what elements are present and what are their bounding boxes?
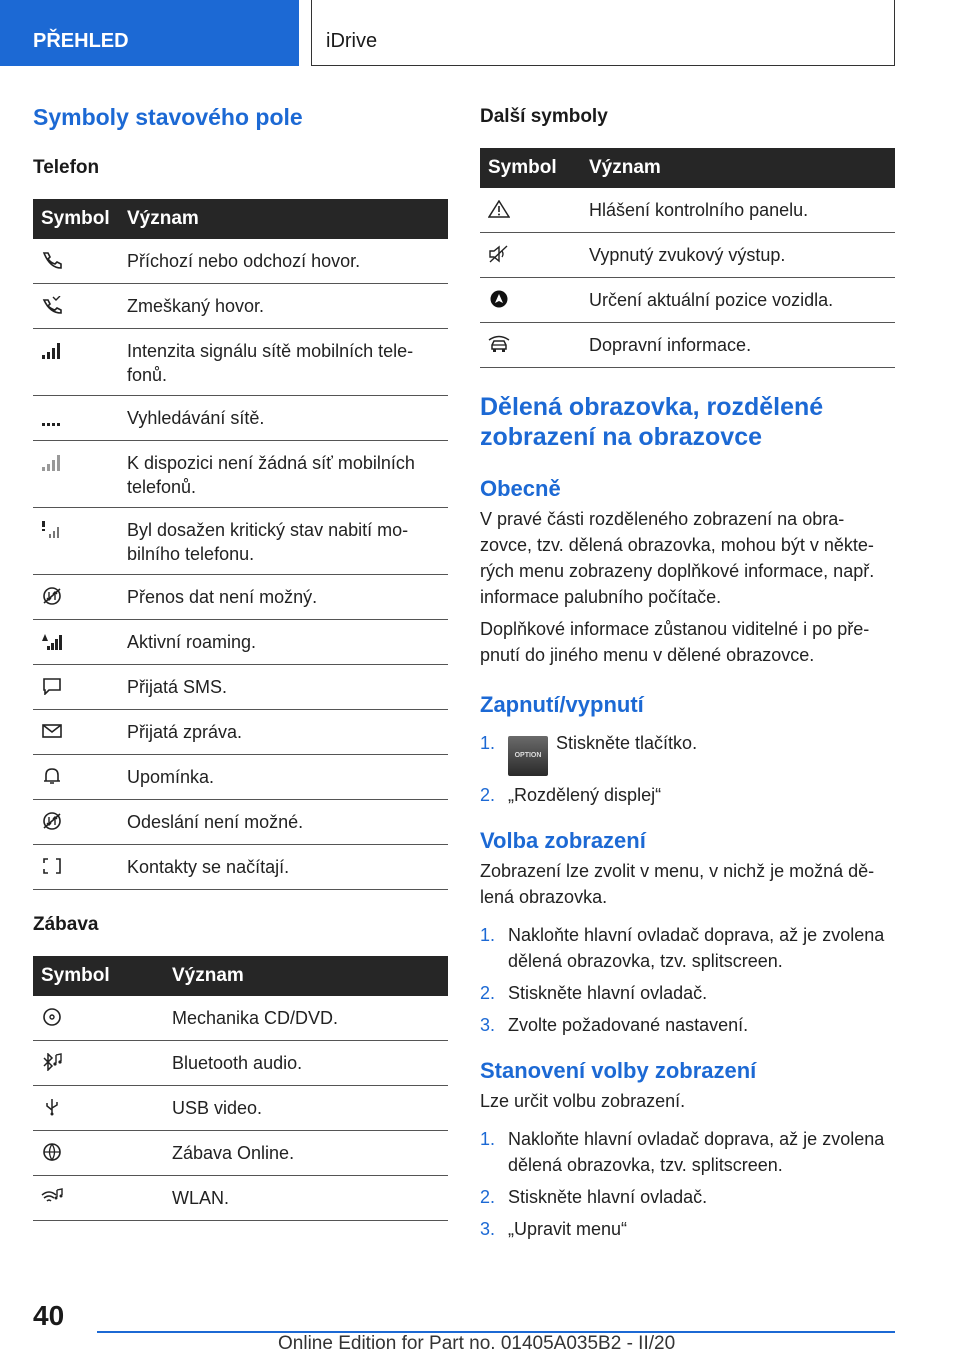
row-text: Kontakty se načítají. [127, 845, 448, 890]
col-meaning: Význam [589, 148, 895, 188]
roaming-icon [41, 632, 63, 650]
edition-note: Online Edition for Part no. 01405A035B2 - II/20 [278, 1333, 676, 1354]
wlan-icon [41, 1188, 63, 1206]
col-symbol: Symbol [33, 956, 172, 996]
step-text: Stiskněte tlačítko. [556, 733, 698, 753]
split-screen-title: Dělená obrazovka, rozdělené zobrazení na obrazovce [480, 393, 824, 451]
entertainment-symbol-table [33, 956, 448, 1221]
row-text: Vypnutý zvukový výstup. [589, 233, 895, 278]
position-icon [488, 290, 510, 308]
email-icon [41, 722, 63, 740]
network-search-icon [41, 408, 63, 426]
left-column [33, 100, 448, 1221]
step-text: Stiskněte hlavní ovladač. [508, 1187, 708, 1207]
section-title: Symboly stavového pole [33, 104, 303, 130]
table-row [33, 239, 448, 284]
table-row [480, 278, 895, 323]
traffic-info-icon [488, 335, 510, 353]
table-row [480, 233, 895, 278]
usb-icon [41, 1098, 63, 1116]
define-view-heading: Stanovení volby zobrazení [480, 1058, 757, 1083]
row-text: Byl dosažen kritický stav nabití mo-bilního telefonu. [127, 508, 448, 575]
row-text: Odeslání není možné. [127, 800, 448, 845]
row-text: Přijatá zpráva. [127, 710, 448, 755]
no-network-icon [41, 453, 63, 471]
step-text: „Upravit menu“ [508, 1219, 628, 1239]
table-row [33, 508, 448, 575]
list-item: 2. „Rozdělený displej“ [480, 785, 662, 805]
row-text: K dispozici není žádná síť mobilních telefonů. [127, 441, 448, 508]
list-item: 1. Nakloňte hlavní ovladač doprava, až je zvolena dělená obrazovka, tzv. splitscreen. [480, 925, 885, 971]
chapter-tab: iDrive [311, 0, 895, 66]
define-view-intro: Lze určit volbu zobrazení. [480, 1091, 686, 1111]
cd-dvd-icon [41, 1008, 63, 1026]
signal-strength-icon [41, 341, 63, 359]
row-text: Upomínka. [127, 755, 448, 800]
step-text: Nakloňte hlavní ovladač doprava, až je zvolena dělená obrazovka, tzv. splitscreen. [508, 1129, 885, 1175]
contacts-loading-icon [41, 857, 63, 875]
toggle-steps [480, 730, 895, 808]
right-column [480, 100, 895, 1248]
select-view-intro: Zobrazení lze zvolit v menu, v nichž je možná dě-lená obrazovka. [480, 861, 875, 907]
section-tab: PŘEHLED [0, 0, 299, 66]
other-symbol-table [480, 148, 895, 368]
list-item: 2. Stiskněte hlavní ovladač. [480, 983, 708, 1003]
table-row [33, 1131, 448, 1176]
select-view-steps [480, 922, 895, 1038]
reminder-bell-icon [41, 767, 63, 785]
phone-heading: Telefon [33, 157, 100, 178]
step-text: Stiskněte hlavní ovladač. [508, 983, 708, 1003]
row-text: Dopravní informace. [589, 323, 895, 368]
step-text: Zvolte požadované nastavení. [508, 1015, 749, 1035]
list-item: 3. Zvolte požadované nastavení. [480, 1015, 749, 1035]
row-text: Hlášení kontrolního panelu. [589, 188, 895, 233]
entertainment-heading: Zábava [33, 914, 99, 935]
row-text: Intenzita signálu sítě mobilních tele-fonů. [127, 329, 448, 396]
send-unavailable-icon [41, 812, 63, 830]
table-row [33, 396, 448, 441]
row-text: Vyhledávání sítě. [127, 396, 448, 441]
list-item: 3. „Upravit menu“ [480, 1219, 628, 1239]
battery-critical-icon [41, 520, 63, 538]
table-row [33, 329, 448, 396]
row-text: Mechanika CD/DVD. [172, 996, 448, 1041]
phone-call-icon [41, 251, 63, 269]
list-item: 2. Stiskněte hlavní ovladač. [480, 1187, 708, 1207]
list-item: 1. Nakloňte hlavní ovladač doprava, až je zvolena dělená obrazovka, tzv. splitscreen. [480, 1129, 885, 1175]
table-row [33, 996, 448, 1041]
general-paragraph-1: V pravé části rozděleného zobrazení na obra-zovce, tzv. dělená obrazovka, mohou být v někte-rých menu zobrazeny doplňkové informace, např. informace palubního počítače. [480, 509, 875, 607]
table-row [33, 284, 448, 329]
table-row [33, 441, 448, 508]
row-text: Přijatá SMS. [127, 665, 448, 710]
step-text: „Rozdělený displej“ [508, 785, 662, 805]
define-view-steps [480, 1126, 895, 1242]
table-row [33, 575, 448, 620]
col-meaning: Význam [127, 199, 448, 239]
table-row [33, 755, 448, 800]
row-text: USB video. [172, 1086, 448, 1131]
table-row [480, 188, 895, 233]
warning-triangle-icon [488, 200, 510, 218]
row-text: Přenos dat není možný. [127, 575, 448, 620]
row-text: Zábava Online. [172, 1131, 448, 1176]
list-item: 1. OPTIONStiskněte tlačítko. [480, 730, 895, 776]
table-row [33, 1041, 448, 1086]
page-header [0, 0, 960, 66]
select-view-heading: Volba zobrazení [480, 828, 646, 853]
row-text: Bluetooth audio. [172, 1041, 448, 1086]
table-row [480, 323, 895, 368]
row-text: Aktivní roaming. [127, 620, 448, 665]
col-symbol: Symbol [33, 199, 127, 239]
col-meaning: Význam [172, 956, 448, 996]
table-row [33, 1086, 448, 1131]
toggle-heading: Zapnutí/vypnutí [480, 692, 644, 717]
bluetooth-audio-icon [41, 1053, 63, 1071]
table-row [33, 620, 448, 665]
table-row [33, 800, 448, 845]
other-symbols-heading: Další symboly [480, 106, 608, 127]
phone-symbol-table [33, 199, 448, 890]
table-row [33, 710, 448, 755]
row-text: Určení aktuální pozice vozidla. [589, 278, 895, 323]
general-paragraph-2: Doplňkové informace zůstanou viditelné i po pře-pnutí do jiného menu v dělené obrazovce. [480, 619, 870, 665]
step-text: Nakloňte hlavní ovladač doprava, až je zvolena dělená obrazovka, tzv. splitscreen. [508, 925, 885, 971]
col-symbol: Symbol [480, 148, 589, 188]
online-entertainment-icon [41, 1143, 63, 1161]
row-text: Příchozí nebo odchozí hovor. [127, 239, 448, 284]
table-row [33, 845, 448, 890]
option-button-icon: OPTION [508, 736, 548, 776]
data-unavailable-icon [41, 587, 63, 605]
sms-icon [41, 677, 63, 695]
general-heading: Obecně [480, 476, 561, 501]
missed-call-icon [41, 296, 63, 314]
page-number: 40 [33, 1300, 65, 1331]
table-row [33, 1176, 448, 1221]
row-text: WLAN. [172, 1176, 448, 1221]
table-row [33, 665, 448, 710]
row-text: Zmeškaný hovor. [127, 284, 448, 329]
muted-speaker-icon [488, 245, 510, 263]
